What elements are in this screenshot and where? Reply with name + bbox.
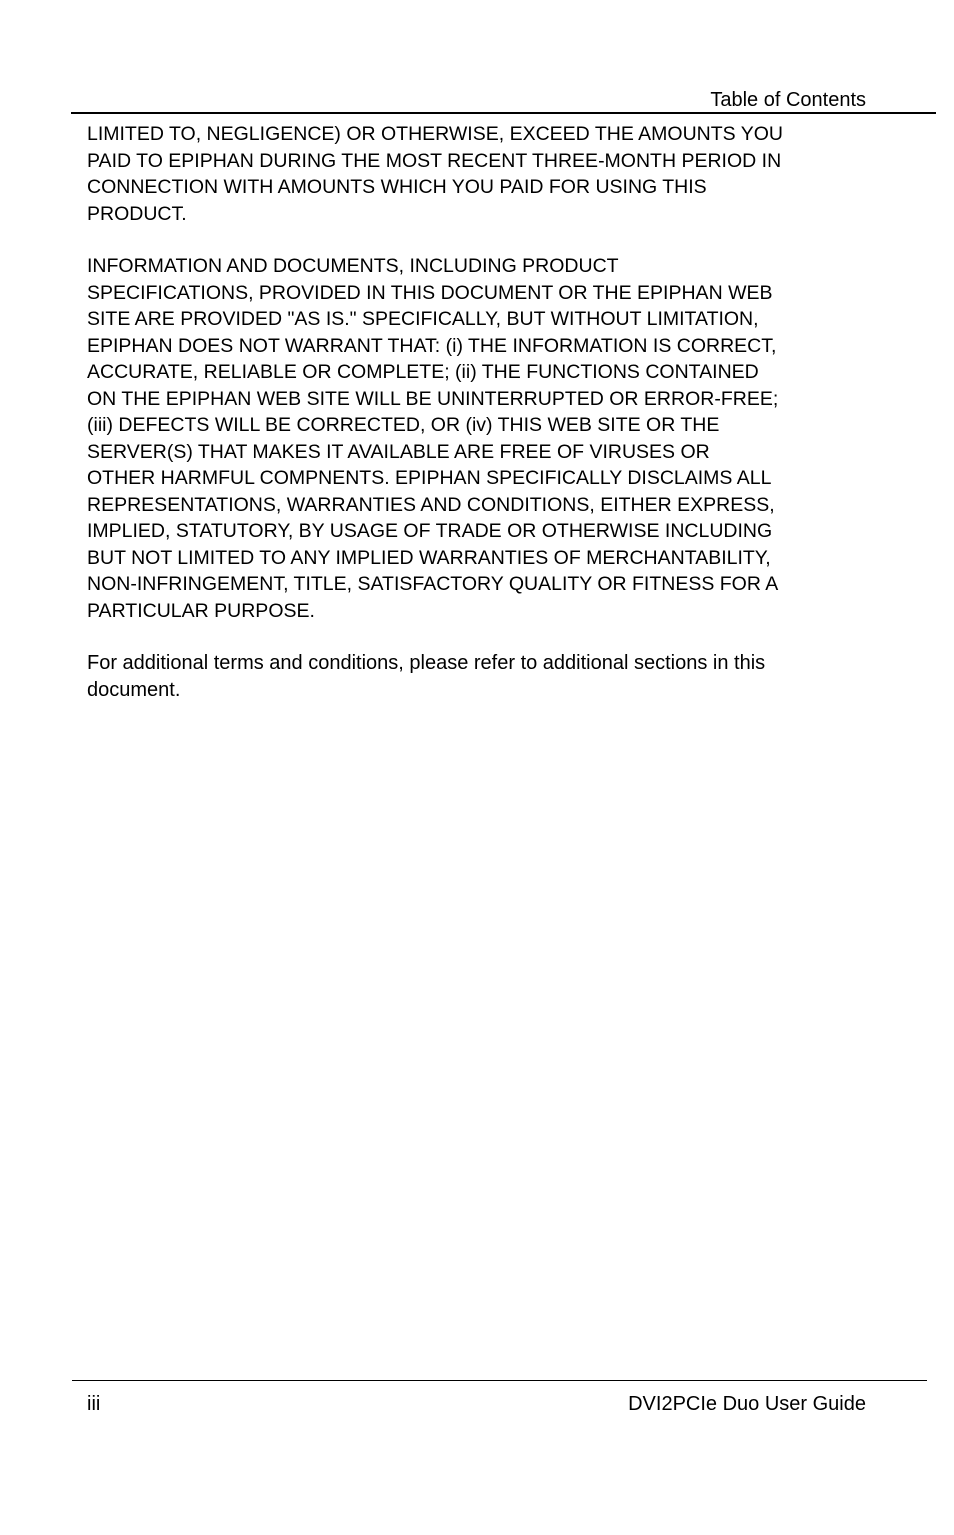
additional-terms-paragraph: For additional terms and conditions, please refer to additional sections in this document. (87, 652, 766, 701)
footer-document-title: DVI2PCIe Duo User Guide (628, 1393, 866, 1415)
page-header-title: Table of Contents (710, 89, 866, 111)
page-content (87, 121, 877, 703)
header-divider (71, 112, 936, 114)
legal-paragraph-liability: LIMITED TO, NEGLIGENCE) OR OTHERWISE, EXCEED THE AMOUNTS YOU PAID TO EPIPHAN DURING THE MOST RECENT THREE-MONTH PERIOD IN CONNECTION WITH AMOUNTS WHICH YOU PAID FOR USING THIS PRODUCT. (87, 123, 783, 225)
legal-paragraph-disclaimer: INFORMATION AND DOCUMENTS, INCLUDING PRODUCT SPECIFICATIONS, PROVIDED IN THIS DOCUMENT OR THE EPIPHAN WEB SITE ARE PROVIDED "AS IS." SPECIFICALLY, BUT WITHOUT LIMITATION, EPIPHAN DOES NOT WARRANT THAT: (i) THE INFORMATION IS CORRECT, ACCURATE, RELIABLE OR COMPLETE; (ii) THE FUNCTIONS CONTAINED ON THE EPIPHAN WEB SITE WILL BE UNINTERRUPTED OR ERROR-FREE; (iii) DEFECTS WILL BE CORRECTED, OR (iv) THIS WEB SITE OR THE SERVER(S) THAT MAKES IT AVAILABLE ARE FREE OF VIRUSES OR OTHER HARMFUL COMPNENTS. EPIPHAN SPECIFICALLY DISCLAIMS ALL REPRESENTATIONS, WARRANTIES AND CONDITIONS, EITHER EXPRESS, IMPLIED, STATUTORY, BY USAGE OF TRADE OR OTHERWISE INCLUDING BUT NOT LIMITED TO ANY IMPLIED WARRANTIES OF MERCHANTABILITY, NON-INFRINGEMENT, TITLE, SATISFACTORY QUALITY OR FITNESS FOR A PARTICULAR PURPOSE. (87, 255, 779, 622)
page-number: iii (87, 1393, 101, 1415)
footer-divider (72, 1380, 927, 1381)
